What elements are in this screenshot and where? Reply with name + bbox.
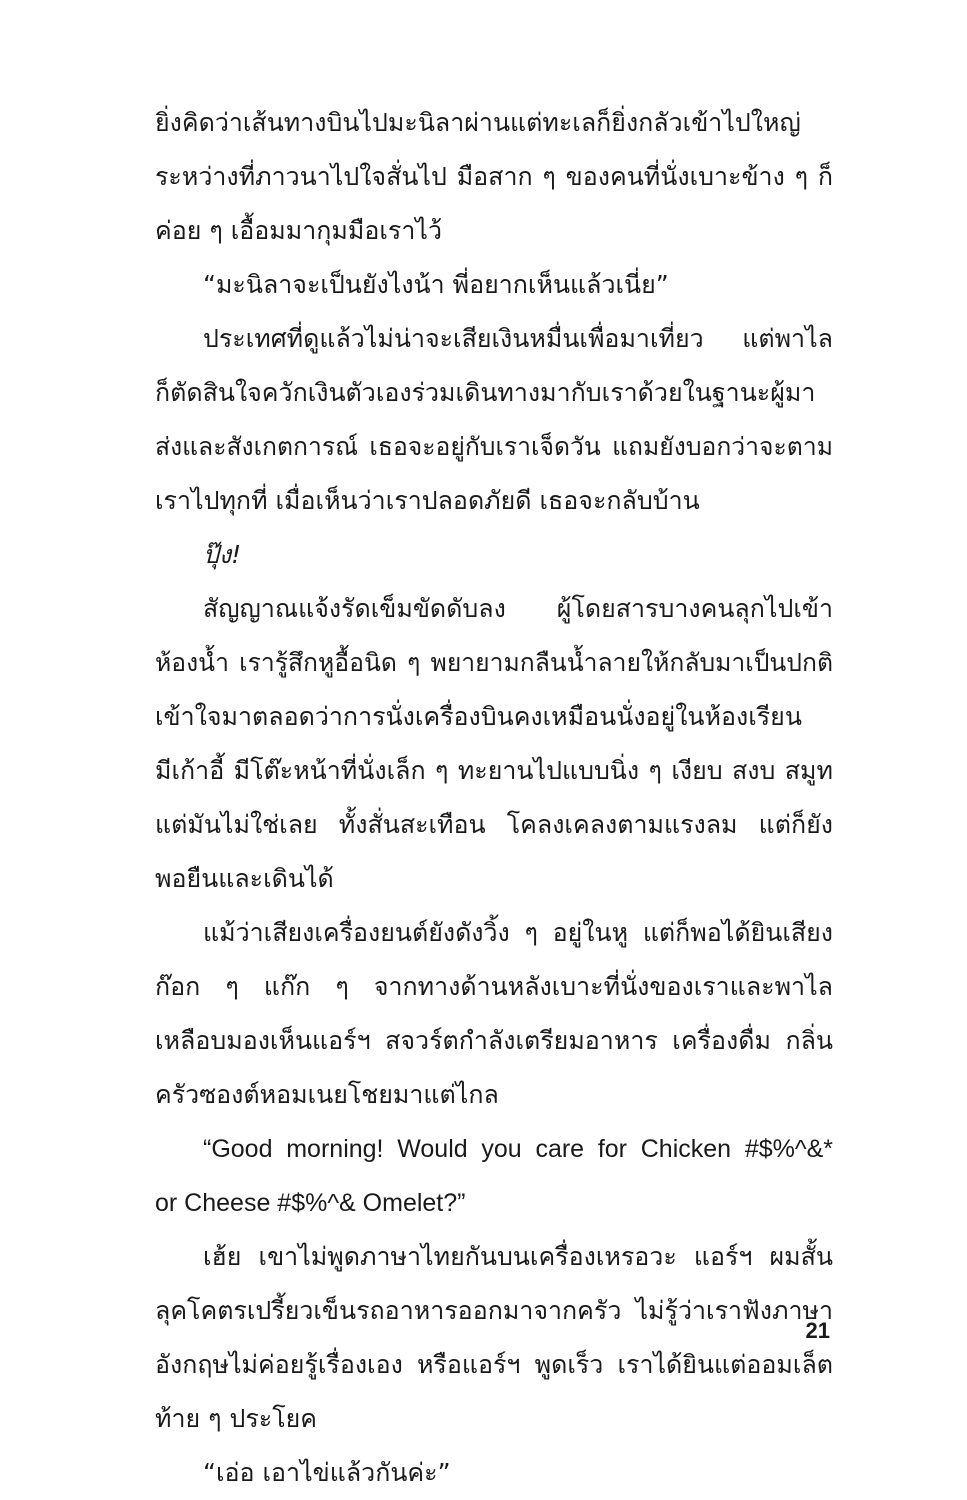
text-line: ก๊อก ๆ แก๊ก ๆ จากทางด้านหลังเบาะที่นั่งของเราและพาไล xyxy=(155,972,833,1001)
text-line: ท้าย ๆ ประโยค xyxy=(155,1404,318,1433)
text-line: ยิ่งคิดว่าเส้นทางบินไปมะนิลาผ่านแต่ทะเลก็ยิ่งกลัวเข้าไปใหญ่ xyxy=(155,108,801,137)
paragraph-first-line: สัญญาณแจ้งรัดเข็มขัดดับลง ผู้โดยสารบางคนลุกไปเข้า xyxy=(203,594,833,623)
paragraph-first-line: เฮ้ย เขาไม่พูดภาษาไทยกันบนเครื่องเหรอวะ แอร์ฯ ผมสั้น xyxy=(203,1242,833,1271)
sound-effect-line: ปุ๊ง! xyxy=(203,540,242,569)
page-body-text xyxy=(155,96,833,1500)
paragraph-first-line: ประเทศที่ดูแล้วไม่น่าจะเสียเงินหมื่นเพื่อมาเที่ยว แต่พาไล xyxy=(203,324,833,353)
text-line: อังกฤษไม่ค่อยรู้เรื่องเอง หรือแอร์ฯ พูดเร็ว เราได้ยินแต่ออมเล็ต xyxy=(155,1350,833,1379)
english-dialogue-line: “Good morning! Would you care for Chicken #$%^&* xyxy=(203,1135,833,1163)
text-line: ครัวซองต์หอมเนยโชยมาแต่ไกล xyxy=(155,1080,499,1109)
text-line: เข้าใจมาตลอดว่าการนั่งเครื่องบินคงเหมือนนั่งอยู่ในห้องเรียน xyxy=(155,702,802,731)
text-line: เราไปทุกที่ เมื่อเห็นว่าเราปลอดภัยดี เธอจะกลับบ้าน xyxy=(155,486,700,515)
page-number: 21 xyxy=(805,1318,830,1343)
text-line: ค่อย ๆ เอื้อมมากุมมือเราไว้ xyxy=(155,216,443,245)
dialogue-line: “เอ่อ เอาไข่แล้วกันค่ะ” xyxy=(203,1458,451,1487)
english-dialogue-line: or Cheese #$%^& Omelet?” xyxy=(155,1189,466,1217)
dialogue-line: “มะนิลาจะเป็นยังไงน้า พี่อยากเห็นแล้วเนี่ย” xyxy=(203,270,669,299)
text-line: ระหว่างที่ภาวนาไปใจสั่นไป มือสาก ๆ ของคนที่นั่งเบาะข้าง ๆ ก็ xyxy=(155,162,833,191)
text-line: เหลือบมองเห็นแอร์ฯ สจวร์ตกำลังเตรียมอาหาร เครื่องดื่ม กลิ่น xyxy=(155,1026,833,1055)
text-line: พอยืนและเดินได้ xyxy=(155,864,334,893)
text-line: แต่มันไม่ใช่เลย ทั้งสั่นสะเทือน โคลงเคลงตามแรงลม แต่ก็ยัง xyxy=(155,810,833,839)
text-line: ก็ตัดสินใจควักเงินตัวเองร่วมเดินทางมากับเราด้วยในฐานะผู้มา xyxy=(155,378,816,407)
text-line: มีเก้าอี้ มีโต๊ะหน้าที่นั่งเล็ก ๆ ทะยานไปแบบนิ่ง ๆ เงียบ สงบ สมูท xyxy=(155,756,833,785)
text-line: ห้องน้ำ เรารู้สึกหูอื้อนิด ๆ พยายามกลืนน้ำลายให้กลับมาเป็นปกติ xyxy=(155,648,833,677)
text-line: ส่งและสังเกตการณ์ เธอจะอยู่กับเราเจ็ดวัน แถมยังบอกว่าจะตาม xyxy=(155,432,833,461)
text-line: ลุคโคตรเปรี้ยวเข็นรถอาหารออกมาจากครัว ไม่รู้ว่าเราฟังภาษา xyxy=(155,1296,833,1325)
paragraph-first-line: แม้ว่าเสียงเครื่องยนต์ยังดังวิ้ง ๆ อยู่ในหู แต่ก็พอได้ยินเสียง xyxy=(203,918,833,947)
